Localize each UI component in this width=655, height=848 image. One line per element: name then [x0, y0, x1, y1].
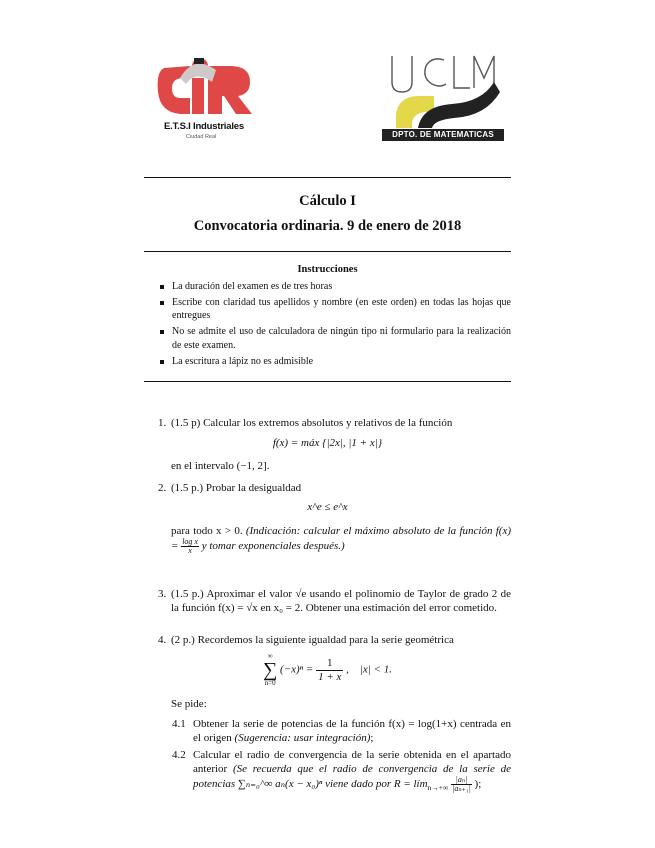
- instruction-item: No se admite el uso de calculadora de ningún tipo ni formulario para la realización de este examen.: [158, 325, 511, 352]
- question-2-hint: [158, 524, 511, 555]
- etsi-logo-subcaption: Ciudad Real: [186, 134, 217, 140]
- fraction-denominator: 1 + x: [318, 670, 342, 683]
- limit-subscript: n→+∞: [427, 783, 449, 793]
- question-text: (2 p.) Recordemos la siguiente igualdad para la serie geométrica: [171, 634, 454, 646]
- course-title: Cálculo I: [299, 193, 356, 209]
- radius-denominator: |aₙ₊₁|: [452, 784, 471, 794]
- question-number: 1.: [158, 417, 167, 429]
- question-text: (1.5 p.) Probar la desigualdad: [171, 482, 302, 494]
- etsi-logo-caption: E.T.S.I Industriales: [164, 121, 244, 132]
- subquestion-main: Calcular el radio de convergencia de la serie obtenida en el apartado anterior: [193, 749, 511, 776]
- instructions-heading: Instrucciones: [297, 264, 358, 275]
- radius-numerator: |aₙ|: [451, 776, 472, 785]
- hint-function: f(x) =: [171, 525, 512, 553]
- subquestion-end: );: [474, 778, 482, 791]
- subquestion-number: 4.2: [172, 749, 186, 761]
- uclm-logo-graphic: [382, 52, 504, 128]
- fraction-numerator: 1: [316, 657, 343, 671]
- subquestion-suggestion: (Sugerencia: usar integración): [234, 732, 371, 745]
- question-2: [158, 481, 511, 495]
- question-hint-text: [171, 524, 511, 555]
- subquestion-number: 4.1: [172, 718, 186, 730]
- question-number: 3.: [158, 588, 167, 600]
- exam-session-title: Convocatoria ordinaria. 9 de enero de 2018: [193, 218, 462, 234]
- instruction-item: La duración del examen es de tres horas: [158, 280, 511, 293]
- top-divider: [144, 177, 511, 178]
- sum-symbol: ∞ ∑ n=0: [263, 652, 278, 687]
- question-2-formula: x^e ≤ e^x: [307, 501, 348, 513]
- radius-fraction: [451, 776, 472, 793]
- sum-upper: ∞: [267, 652, 273, 660]
- math-department-label: DPTO. DE MATEMATICAS: [382, 129, 504, 141]
- hint-fraction: [181, 538, 199, 555]
- radius-formula: R = lím: [393, 778, 428, 791]
- subquestion-text: [193, 717, 511, 745]
- series-fraction: [316, 657, 343, 684]
- question-text: (1.5 p) Calcular los extremos absolutos y relativos de la función: [171, 417, 453, 429]
- question-1-interval: [158, 459, 511, 473]
- title-divider: [144, 251, 511, 252]
- uclm-math-department-logo: [382, 52, 504, 144]
- etsi-logo-graphic: [150, 48, 260, 120]
- question-text: Se pide:: [171, 698, 207, 710]
- question-3: [158, 587, 511, 615]
- question-text: (1.5 p.) Aproximar el valor √e usando el polinomio de Taylor de grado 2 de la función f(x) = √x en x₀ = 2. Obtener una estimación del error cometido.: [171, 588, 511, 615]
- hint-italic: (Indicación: calcular el máximo absoluto de la función: [245, 525, 493, 537]
- subquestion-note-2: viene dado por: [325, 778, 392, 791]
- question-1-formula: f(x) = máx {|2x|, |1 + x|}: [272, 437, 383, 449]
- subquestion-4-1: [172, 717, 511, 745]
- subquestion-main: Obtener la serie de potencias de la función f(x) = log(1+x) centrada en el origen: [193, 718, 511, 745]
- etsi-industriales-logo: [150, 48, 260, 148]
- geometric-series-formula: [144, 652, 511, 688]
- instruction-item: La escritura a lápiz no es admisible: [158, 355, 511, 368]
- subquestion-end: ;: [370, 732, 374, 745]
- question-number: 4.: [158, 634, 167, 646]
- question-1: [158, 416, 511, 430]
- instructions-list: [158, 280, 511, 371]
- series-condition: , |x| < 1.: [346, 663, 392, 676]
- hint-prefix: para todo x > 0.: [171, 525, 246, 537]
- question-number: 2.: [158, 482, 167, 494]
- series-expression: ∑ₙ₌₀^∞ aₙ(x − x₀)ⁿ: [237, 778, 323, 791]
- instruction-item: Escribe con claridad tus apellidos y nombre (en este orden) en todas las hojas que entregues: [158, 296, 511, 323]
- subquestion-4-2: [172, 748, 511, 796]
- question-text: en el intervalo (−1, 2].: [171, 460, 270, 472]
- instructions-divider: [144, 381, 511, 382]
- hint-fraction-denominator: x: [188, 546, 192, 556]
- sum-lower: n=0: [264, 679, 276, 687]
- subquestion-note: (Se recuerda que el radio de convergencia de la serie de potencias: [193, 763, 512, 791]
- hint-italic-end: y tomar exponenciales después.): [201, 540, 345, 553]
- sum-term: (−x)ⁿ =: [280, 663, 314, 676]
- question-4-ask: [158, 697, 511, 711]
- subquestion-text: [193, 748, 511, 796]
- question-4: [158, 633, 511, 647]
- hint-fraction-numerator: log x: [182, 537, 198, 547]
